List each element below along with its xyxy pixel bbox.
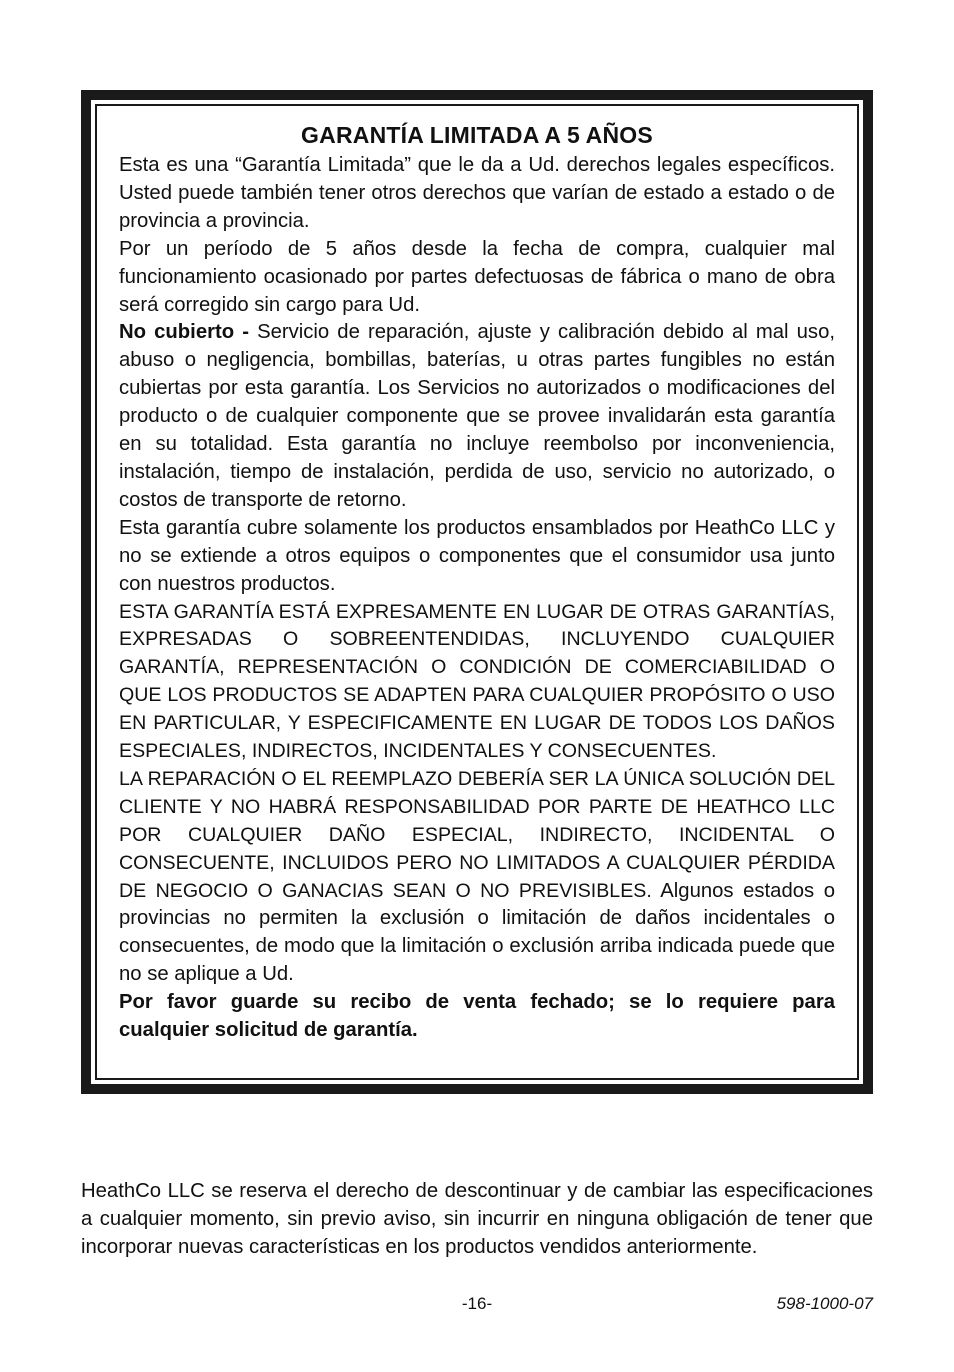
not-covered-text: Servicio de reparación, ajuste y calibración debido al mal uso, abuso o negligencia, bombillas, baterías, u otras partes fungibles no están cubiertas por esta garantía. Los Servicios no autorizados o modificaciones del producto o de cualquier componente que se provee invalidarán esta garantía en su totalidad. Esta garantía no incluye reembolso por inconveniencia, instalación, tiempo de instalación, perdida de uso, servicio no autorizado, o costos de transporte de retorno. [119, 321, 835, 511]
not-covered-label: No cubierto - [119, 321, 249, 344]
page-number: -16- [461, 1294, 493, 1313]
document-number: 598-1000-07 [776, 1294, 873, 1313]
warranty-box [81, 90, 873, 1094]
warranty-liability [119, 766, 835, 989]
warranty-period: Por un período de 5 años desde la fecha de compra, cualquier mal funcionamiento ocasionado por partes defectuosas de fábrica o mano de obra será corregido sin cargo para Ud. [119, 237, 835, 316]
warranty-title: GARANTÍA LIMITADA A 5 AÑOS [301, 122, 653, 148]
discontinue-notice: HeathCo LLC se reserva el derecho de descontinuar y de cambiar las especificaciones a cualquier momento, sin previo aviso, sin incurrir en ninguna obligación de tener que incorporar nuevas características en los productos vendidos anteriormente. [81, 1180, 873, 1258]
warranty-intro: Esta es una “Garantía Limitada” que le da a Ud. derechos legales específicos. Usted puede también tener otros derechos que varían de estado a estado o de provincia a provincia. [119, 154, 835, 232]
warranty-receipt-note: Por favor guarde su recibo de venta fechado; se lo requiere para cualquier solicitud de garantía. [119, 991, 835, 1042]
liability-upper-text: LA REPARACIÓN O EL REEMPLAZO DEBERÍA SER LA ÚNICA SOLUCIÓN DEL CLIENTE Y NO HABRÁ RESPONSABILIDAD POR PARTE DE HEATHCO LLC POR CUALQUIER DAÑO ESPECIAL, INDIRECTO, INCIDENTAL O CONSECUENTE, INCLUIDOS PERO NO LIMITADOS A CUALQUIER PÉRDIDA DE NEGOCIO O GANACIAS SEAN O NO PREVISIBLES. [119, 767, 835, 902]
liability-rest-text: Algunos estados o provincias no permiten la exclusión o limitación de daños incidentales o consecuentes, de modo que la limitación o exclusión arriba indicada puede que no se aplique a Ud. [119, 879, 836, 986]
warranty-not-covered [119, 319, 835, 514]
warranty-disclaimer: ESTA GARANTÍA ESTÁ EXPRESAMENTE EN LUGAR DE OTRAS GARANTÍAS, EXPRESADAS O SOBREENTENDIDAS, INCLUYENDO CUALQUIER GARANTÍA, REPRESENTACIÓN O CONDICIÓN DE COMERCIABILIDAD O QUE LOS PRODUCTOS SE ADAPTEN PARA CUALQUIER PROPÓSITO O USO EN PARTICULAR, Y ESPECIFICAMENTE EN LUGAR DE TODOS LOS DAÑOS ESPECIALES, INDIRECTOS, INCIDENTALES Y CONSECUENTES. [119, 600, 835, 763]
warranty-scope: Esta garantía cubre solamente los productos ensamblados por HeathCo LLC y no se extiende a otros equipos o componentes que el consumidor usa junto con nuestros productos. [119, 516, 835, 595]
warranty-content [119, 120, 835, 1045]
warranty-inner-border [95, 104, 859, 1080]
